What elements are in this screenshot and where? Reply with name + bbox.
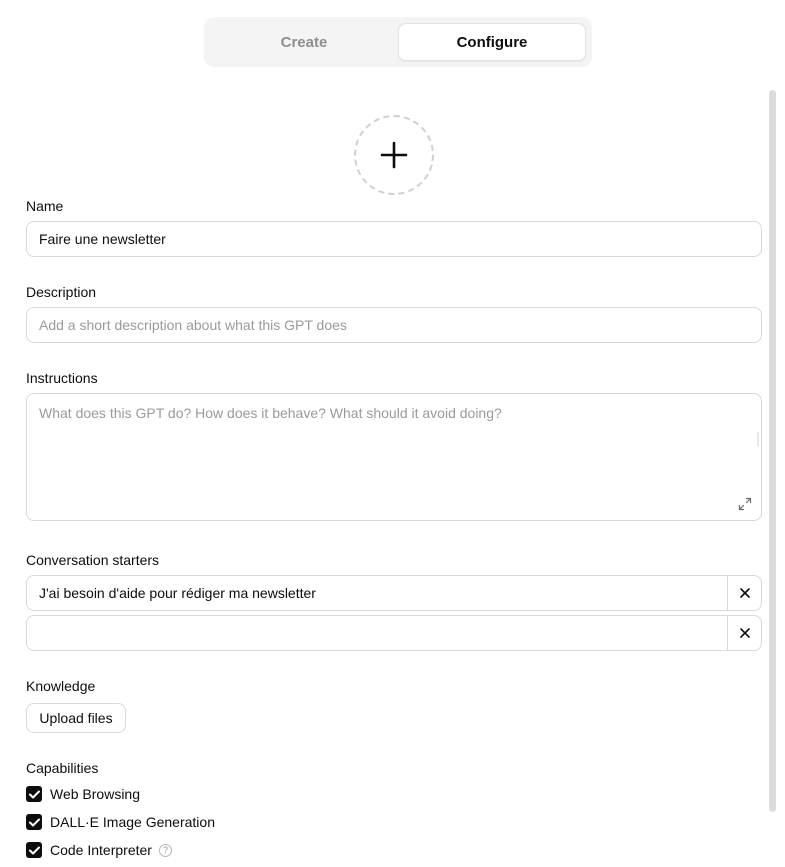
checkmark-icon bbox=[29, 846, 40, 855]
checkbox[interactable] bbox=[26, 814, 42, 830]
tab-configure[interactable]: Configure bbox=[398, 23, 586, 61]
conversation-starter-input[interactable]: J'ai besoin d'aide pour rédiger ma newsletter bbox=[39, 585, 316, 601]
checkmark-icon bbox=[29, 790, 40, 799]
remove-starter-button[interactable] bbox=[727, 616, 761, 650]
capabilities-label: Capabilities bbox=[26, 760, 99, 776]
checkmark-icon bbox=[29, 818, 40, 827]
conversation-starter-input[interactable] bbox=[27, 616, 727, 650]
help-icon[interactable]: ? bbox=[159, 844, 172, 857]
knowledge-label: Knowledge bbox=[26, 678, 96, 694]
conversation-starter-row bbox=[26, 575, 762, 611]
capability-label: Code Interpreter bbox=[50, 842, 152, 858]
close-icon bbox=[740, 628, 750, 638]
capability-web-browsing[interactable] bbox=[26, 785, 140, 803]
textarea-scrollbar bbox=[757, 432, 759, 446]
expand-icon[interactable] bbox=[738, 497, 752, 511]
instructions-placeholder: What does this GPT do? How does it behave? What should it avoid doing? bbox=[39, 405, 502, 421]
name-label: Name bbox=[26, 198, 64, 214]
conversation-starter-row bbox=[26, 615, 762, 651]
capability-code-interpreter[interactable] bbox=[26, 841, 172, 859]
mode-tabs bbox=[204, 17, 592, 67]
capability-dalle[interactable] bbox=[26, 813, 215, 831]
plus-icon bbox=[380, 141, 408, 169]
avatar-upload-button[interactable] bbox=[354, 115, 434, 195]
close-icon bbox=[740, 588, 750, 598]
conversation-starters-label: Conversation starters bbox=[26, 552, 160, 568]
upload-files-button[interactable]: Upload files bbox=[26, 703, 126, 733]
capability-label: DALL·E Image Generation bbox=[50, 814, 215, 830]
description-label: Description bbox=[26, 284, 97, 300]
description-input[interactable]: Add a short description about what this GPT does bbox=[26, 307, 762, 343]
checkbox[interactable] bbox=[26, 842, 42, 858]
tab-create[interactable]: Create bbox=[280, 33, 328, 51]
scrollbar[interactable] bbox=[769, 90, 776, 812]
checkbox[interactable] bbox=[26, 786, 42, 802]
remove-starter-button[interactable] bbox=[727, 576, 761, 610]
capability-label: Web Browsing bbox=[50, 786, 141, 802]
name-input[interactable]: Faire une newsletter bbox=[26, 221, 762, 257]
instructions-label: Instructions bbox=[26, 370, 98, 386]
instructions-textarea[interactable] bbox=[26, 393, 762, 521]
